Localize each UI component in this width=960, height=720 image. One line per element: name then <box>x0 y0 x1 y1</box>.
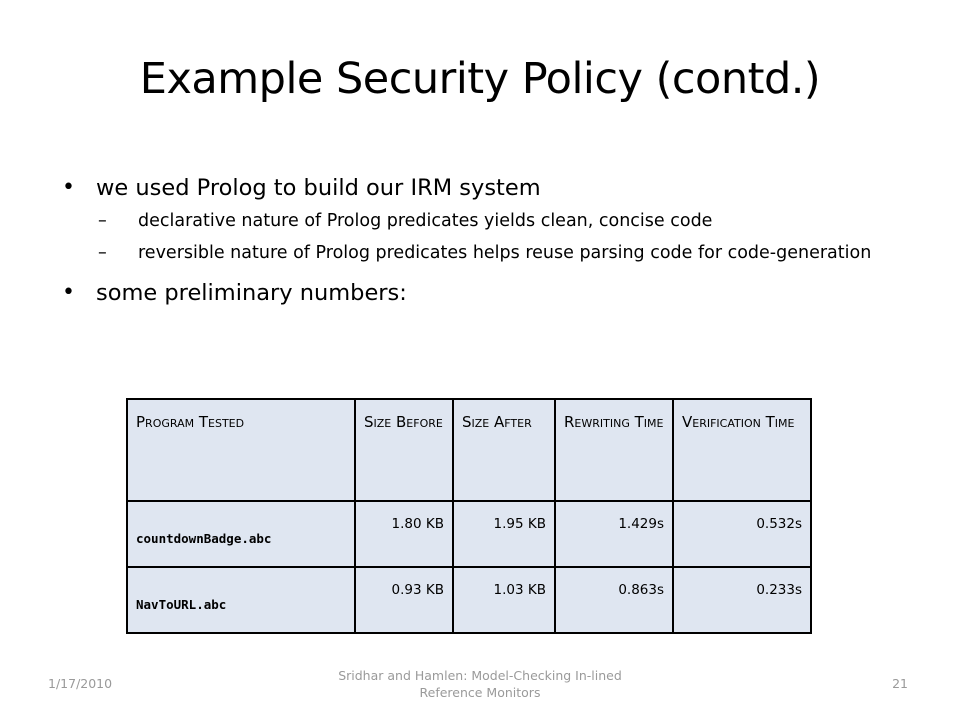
header-rewriting-time: Rewriting Time <box>555 399 673 501</box>
cell-size-after: 1.95 KB <box>453 501 555 567</box>
cell-program: countdownBadge.abc <box>127 501 355 567</box>
bullet-icon: • <box>62 175 75 200</box>
cell-size-before: 0.93 KB <box>355 567 453 633</box>
cell-rewriting-time: 0.863s <box>555 567 673 633</box>
dash-icon: – <box>98 211 107 232</box>
bullet-list <box>62 174 922 308</box>
results-table <box>126 398 812 634</box>
bullet-text: we used Prolog to build our IRM system <box>96 175 541 201</box>
footer-page-number: 21 <box>892 676 908 691</box>
sub-bullet-text: declarative nature of Prolog predicates yields clean, concise code <box>138 211 713 232</box>
table-row <box>127 501 811 567</box>
sub-bullet-item <box>62 242 922 266</box>
cell-size-before: 1.80 KB <box>355 501 453 567</box>
sub-bullet-text: reversible nature of Prolog predicates helps reuse parsing code for code-generation <box>138 242 872 263</box>
bullet-item <box>62 174 922 202</box>
cell-program: NavToURL.abc <box>127 567 355 633</box>
header-size-after: Size After <box>453 399 555 501</box>
table-header-row <box>127 399 811 501</box>
cell-verification-time: 0.532s <box>673 501 811 567</box>
footer-date: 1/17/2010 <box>48 676 113 691</box>
cell-verification-time: 0.233s <box>673 567 811 633</box>
bullet-icon: • <box>62 280 75 306</box>
sub-bullet-item <box>62 210 922 234</box>
cell-rewriting-time: 1.429s <box>555 501 673 567</box>
bullet-text: some preliminary numbers: <box>96 280 407 307</box>
table-row <box>127 567 811 633</box>
header-program-tested: Program Tested <box>127 399 355 501</box>
dash-icon: – <box>98 242 107 263</box>
header-verification-time: Verification Time <box>673 399 811 501</box>
slide-title: Example Security Policy (contd.) <box>139 54 821 104</box>
bullet-item <box>62 279 922 307</box>
cell-size-after: 1.03 KB <box>453 567 555 633</box>
footer-title: Sridhar and Hamlen: Model-Checking In-lined Reference Monitors <box>338 668 622 700</box>
header-size-before: Size Before <box>355 399 453 501</box>
